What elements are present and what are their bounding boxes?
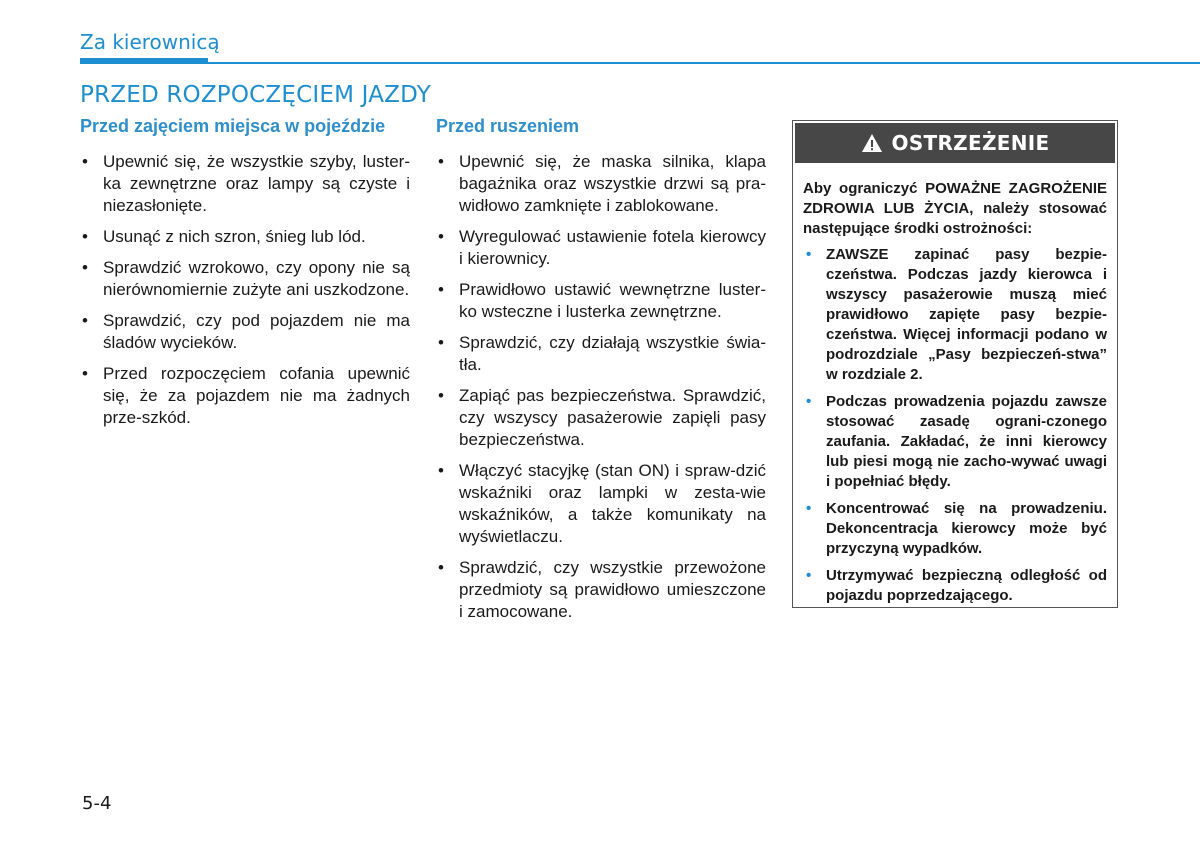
bullet-icon: • [438, 461, 444, 480]
list-item: • Utrzymywać bezpieczną odległość od pojazdu poprzedzającego. [806, 567, 1107, 604]
list-item: • Zapiąć pas bezpieczeństwa. Sprawdzić, czy wszyscy pasażerowie zapięli pasy bezpieczeństwa. [438, 386, 766, 449]
warning-intro: Aby ograniczyć POWAŻNE ZAGROŻENIE ZDROWIA LUB ŻYCIA, należy stosować następujące środki ostrożności: [803, 180, 1107, 237]
list-item: • Podczas prowadzenia pojazdu zawsze stosować zasadę ograni-czonego zaufania. Zakładać, że inni kierowcy lub piesi mogą nie zacho-wywać uwagi i popełniać błędy. [806, 393, 1107, 490]
list-item: • Sprawdzić, czy wszystkie przewożone przedmioty są prawidłowo umieszczone i zamocowane. [438, 558, 766, 621]
bullet-icon: • [806, 500, 812, 517]
list-item: • Upewnić się, że maska silnika, klapa bagażnika oraz wszystkie drzwi są pra-widłowo zamknięte i zablokowane. [438, 152, 766, 215]
bullet-icon: • [438, 333, 444, 352]
list-item: • Włączyć stacyjkę (stan ON) i spraw-dzić wskaźniki oraz lampki w zesta-wie wskaźników, a także komunikaty na wyświetlaczu. [438, 461, 766, 546]
list-item: • Upewnić się, że wszystkie szyby, luster-ka zewnętrzne oraz lampy są czyste i niezasłonięte. [82, 152, 410, 215]
list-item: • Sprawdzić, czy działają wszystkie świa-tła. [438, 333, 766, 374]
list-item: • Prawidłowo ustawić wewnętrzne luster-ko wsteczne i lusterka zewnętrzne. [438, 280, 766, 321]
bullet-icon: • [438, 152, 444, 171]
bullet-icon: • [438, 280, 444, 299]
list-item: • Przed rozpoczęciem cofania upewnić się, że za pojazdem nie ma żadnych prze-szkód. [82, 364, 410, 427]
list-item: • Sprawdzić wzrokowo, czy opony nie są nierównomiernie zużyte ani uszkodzone. [82, 258, 410, 299]
section-title: PRZED ROZPOCZĘCIEM JAZDY [80, 82, 432, 108]
header-rule [80, 62, 1200, 64]
list-item: • ZAWSZE zapinać pasy bezpie-czeństwa. Podczas jazdy kierowca i wszyscy pasażerowie muszą mieć prawidłowo zapięte pasy bezpie-czeństwa. Więcej informacji podano w podrozdziale „Pasy bezpieczeń-stwa” w rozdziale 2. [806, 246, 1107, 383]
list-item: • Sprawdzić, czy pod pojazdem nie ma śladów wycieków. [82, 311, 410, 352]
bullet-icon: • [806, 246, 812, 263]
warning-triangle-icon [861, 133, 883, 153]
list-item: • Koncentrować się na prowadzeniu. Dekoncentracja kierowcy może być przyczyną wypadków. [806, 500, 1107, 557]
page-number: 5-4 [82, 793, 112, 814]
warning-list [803, 245, 1107, 606]
bullet-icon: • [82, 364, 88, 383]
warning-title: OSTRZEŻENIE [891, 131, 1050, 155]
bullet-icon: • [438, 558, 444, 577]
column1-list [80, 151, 410, 429]
bullet-icon: • [82, 152, 88, 171]
bullet-icon: • [438, 227, 444, 246]
chapter-title: Za kierownicą [80, 30, 220, 54]
bullet-icon: • [82, 311, 88, 330]
warning-box [792, 120, 1118, 608]
column-before-entering [80, 116, 410, 438]
bullet-icon: • [438, 386, 444, 405]
column2-heading: Przed ruszeniem [436, 116, 580, 136]
warning-header [795, 123, 1115, 163]
bullet-icon: • [82, 258, 88, 277]
list-item: • Usunąć z nich szron, śnieg lub lód. [82, 227, 366, 246]
column2-list [436, 151, 766, 623]
bullet-icon: • [806, 567, 812, 584]
column1-heading: Przed zajęciem miejsca w pojeździe [80, 116, 386, 136]
warning-body [793, 165, 1117, 606]
bullet-icon: • [806, 393, 812, 410]
column-before-driving [436, 116, 766, 632]
bullet-icon: • [82, 227, 88, 246]
list-item: • Wyregulować ustawienie fotela kierowcy i kierownicy. [438, 227, 766, 268]
